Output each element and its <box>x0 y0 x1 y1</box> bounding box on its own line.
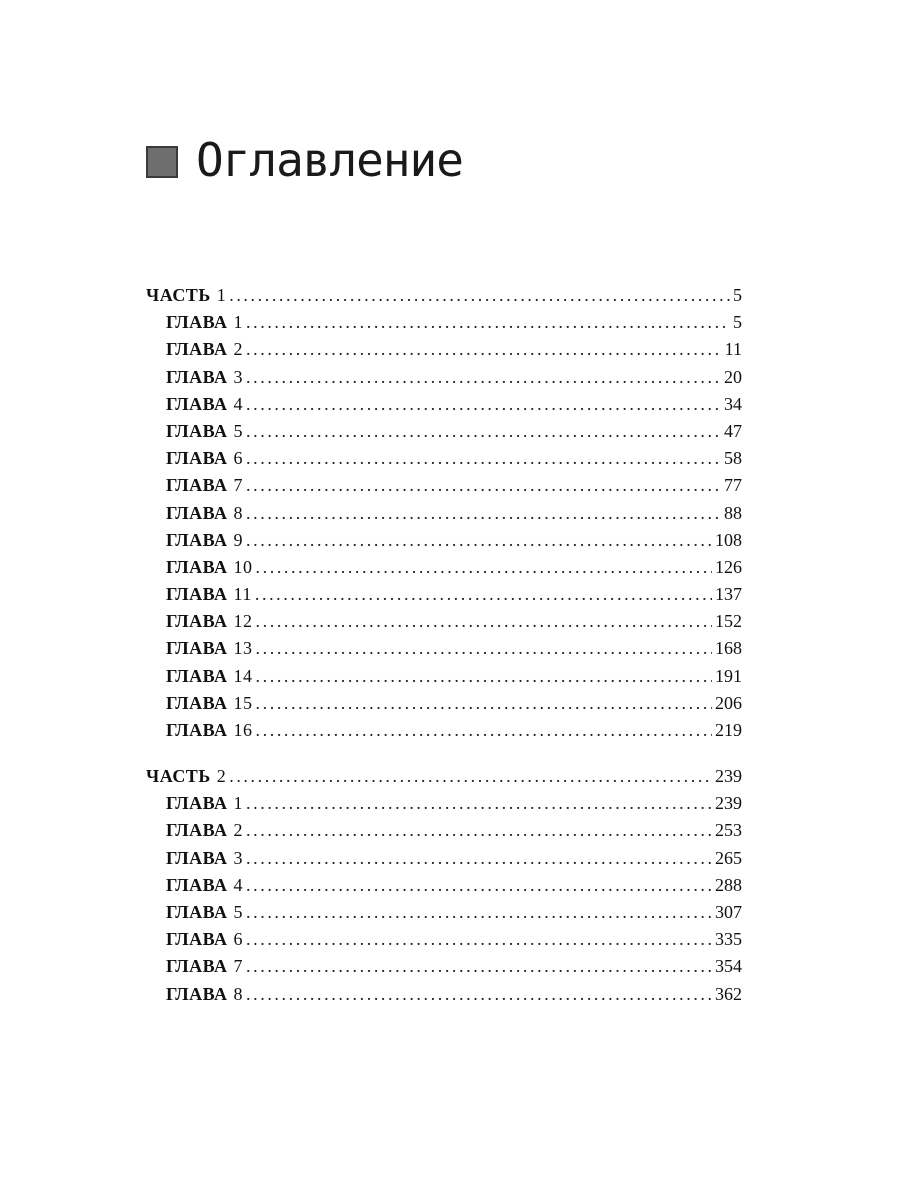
toc-entry-chapter[interactable] <box>146 981 742 1008</box>
toc-entry-label: ГЛАВА 1 <box>166 312 244 333</box>
toc-entry-chapter[interactable] <box>146 527 742 554</box>
dot-leader <box>246 309 730 336</box>
toc-page-number: 168 <box>715 638 742 659</box>
toc-entry-label: ГЛАВА 10 <box>166 556 253 577</box>
toc-entry-chapter[interactable] <box>146 872 742 899</box>
toc-page-number: 88 <box>724 502 742 523</box>
toc-entry-label: ГЛАВА 4 <box>166 393 244 414</box>
dot-leader <box>255 581 712 608</box>
dot-leader <box>246 364 721 391</box>
dot-leader <box>229 282 730 309</box>
toc-page-number: 47 <box>724 420 742 441</box>
toc-page-number: 20 <box>724 366 742 387</box>
toc-entry-chapter[interactable] <box>146 309 742 336</box>
toc-entry-label: ГЛАВА 7 <box>166 956 244 977</box>
toc-page-number: 354 <box>715 956 742 977</box>
dot-leader <box>246 500 721 527</box>
toc-page-number: 265 <box>715 847 742 868</box>
dot-leader <box>246 790 712 817</box>
toc-entry-chapter[interactable] <box>146 445 742 472</box>
toc-entry-label: ЧАСТЬ 1 <box>146 285 227 305</box>
dot-leader <box>256 608 712 635</box>
toc-entry-chapter[interactable] <box>146 554 742 581</box>
toc-entry-label: ГЛАВА 7 <box>166 475 244 496</box>
toc-page-number: 58 <box>724 448 742 469</box>
dot-leader <box>256 663 712 690</box>
dot-leader <box>246 418 721 445</box>
toc-entry-label: ГЛАВА 8 <box>166 983 244 1004</box>
toc-entry-chapter[interactable] <box>146 581 742 608</box>
toc-entry-chapter[interactable] <box>146 608 742 635</box>
dot-leader <box>229 763 712 790</box>
toc-entry-chapter[interactable] <box>146 690 742 717</box>
toc-page-number: 253 <box>715 820 742 841</box>
dot-leader <box>246 926 712 953</box>
toc-page-number: 307 <box>715 901 742 922</box>
toc-page-number: 288 <box>715 874 742 895</box>
toc-entry-chapter[interactable] <box>146 418 742 445</box>
toc-page-number: 5 <box>733 312 742 333</box>
toc-entry-label: ГЛАВА 12 <box>166 611 253 632</box>
toc-page-number: 219 <box>715 720 742 740</box>
toc-page-number: 34 <box>724 393 742 414</box>
toc-entry-label: ГЛАВА 2 <box>166 820 244 841</box>
toc-entry-label: ГЛАВА 11 <box>166 584 252 605</box>
toc-page-number: 362 <box>715 983 742 1004</box>
toc-page-number: 11 <box>724 339 742 360</box>
toc-page-number: 5 <box>733 285 742 305</box>
toc-entry-label: ЧАСТЬ 2 <box>146 766 227 786</box>
toc-entry-chapter[interactable] <box>146 717 742 744</box>
toc-entry-label: ГЛАВА 14 <box>166 665 253 686</box>
toc-entry-chapter[interactable] <box>146 790 742 817</box>
toc-page-number: 137 <box>715 584 742 605</box>
toc-page-number: 108 <box>715 529 742 550</box>
toc-entry-label: ГЛАВА 5 <box>166 901 244 922</box>
dot-leader <box>246 817 712 844</box>
toc-entry-label: ГЛАВА 3 <box>166 847 244 868</box>
toc-entry-chapter[interactable] <box>146 364 742 391</box>
toc-page-number: 191 <box>715 665 742 686</box>
toc-entry-chapter[interactable] <box>146 635 742 662</box>
toc-entry-label: ГЛАВА 6 <box>166 448 244 469</box>
dot-leader <box>246 845 712 872</box>
toc-part-1 <box>146 282 742 744</box>
dot-leader <box>256 690 712 717</box>
toc-entry-label: ГЛАВА 1 <box>166 793 244 814</box>
toc-entry-chapter[interactable] <box>146 817 742 844</box>
toc-part-2 <box>146 763 742 1008</box>
toc-entry-chapter[interactable] <box>146 472 742 499</box>
dot-leader <box>246 872 712 899</box>
page-heading <box>146 130 463 190</box>
dot-leader <box>256 717 712 744</box>
toc-entry-label: ГЛАВА 15 <box>166 692 253 713</box>
toc-entry-chapter[interactable] <box>146 899 742 926</box>
toc-entry-label: ГЛАВА 3 <box>166 366 244 387</box>
dot-leader <box>246 899 712 926</box>
toc-entry-label: ГЛАВА 16 <box>166 720 253 740</box>
toc-entry-part-2[interactable] <box>146 763 742 790</box>
dot-leader <box>246 391 721 418</box>
dot-leader <box>246 445 721 472</box>
toc-entry-part-1[interactable] <box>146 282 742 309</box>
toc-entry-chapter[interactable] <box>146 391 742 418</box>
toc-entry-chapter[interactable] <box>146 500 742 527</box>
toc-entry-chapter[interactable] <box>146 953 742 980</box>
toc-page-number: 126 <box>715 556 742 577</box>
dot-leader <box>246 981 712 1008</box>
dot-leader <box>256 554 712 581</box>
toc-page-number: 239 <box>715 793 742 814</box>
page-title: Оглавление <box>196 133 463 187</box>
dot-leader <box>246 953 712 980</box>
toc-entry-chapter[interactable] <box>146 845 742 872</box>
heading-square-icon <box>146 146 178 178</box>
toc-page-number: 335 <box>715 929 742 950</box>
dot-leader <box>246 336 722 363</box>
toc-entry-chapter[interactable] <box>146 336 742 363</box>
toc-entry-label: ГЛАВА 4 <box>166 874 244 895</box>
toc-entry-label: ГЛАВА 6 <box>166 929 244 950</box>
toc-page-number: 206 <box>715 692 742 713</box>
toc-entry-label: ГЛАВА 13 <box>166 638 253 659</box>
toc-entry-label: ГЛАВА 5 <box>166 420 244 441</box>
dot-leader <box>246 527 712 554</box>
toc-page-number: 152 <box>715 611 742 632</box>
toc-entry-label: ГЛАВА 9 <box>166 529 244 550</box>
dot-leader <box>246 472 721 499</box>
toc-entry-chapter[interactable] <box>146 663 742 690</box>
toc-entry-chapter[interactable] <box>146 926 742 953</box>
toc-page-number: 77 <box>724 475 742 496</box>
dot-leader <box>256 635 712 662</box>
toc-entry-label: ГЛАВА 2 <box>166 339 244 360</box>
toc-page-number: 239 <box>715 766 742 786</box>
toc-entry-label: ГЛАВА 8 <box>166 502 244 523</box>
